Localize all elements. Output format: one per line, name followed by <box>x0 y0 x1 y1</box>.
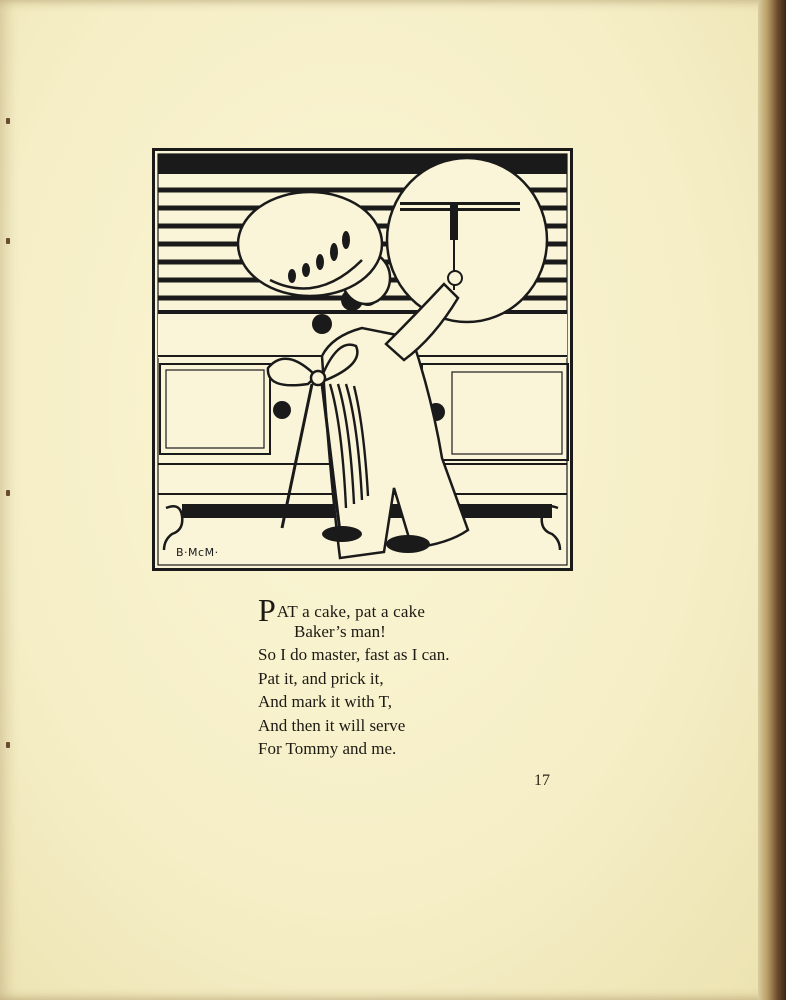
poem-line: For Tommy and me. <box>258 739 397 758</box>
poem-line: Baker’s man! <box>294 621 386 641</box>
baker-illustration <box>152 148 573 571</box>
nursery-rhyme <box>258 592 578 761</box>
book-cover-edge <box>758 0 786 1000</box>
poem-line-first <box>258 592 578 628</box>
poem-line: And mark it with T, <box>258 692 392 711</box>
artist-signature: B·McM· <box>176 546 219 559</box>
page-number: 17 <box>534 772 550 789</box>
binding-mark <box>6 118 10 124</box>
poem-line: And then it will serve <box>258 715 406 735</box>
drop-cap: P <box>258 592 276 628</box>
poem-line: Pat it, and prick it, <box>258 668 384 688</box>
binding-mark <box>6 742 10 748</box>
binding-mark <box>6 238 10 244</box>
poem-line-text: AT a cake, pat a cake <box>276 602 426 621</box>
poem-line: So I do master, fast as I can. <box>258 645 450 664</box>
binding-mark <box>6 490 10 496</box>
